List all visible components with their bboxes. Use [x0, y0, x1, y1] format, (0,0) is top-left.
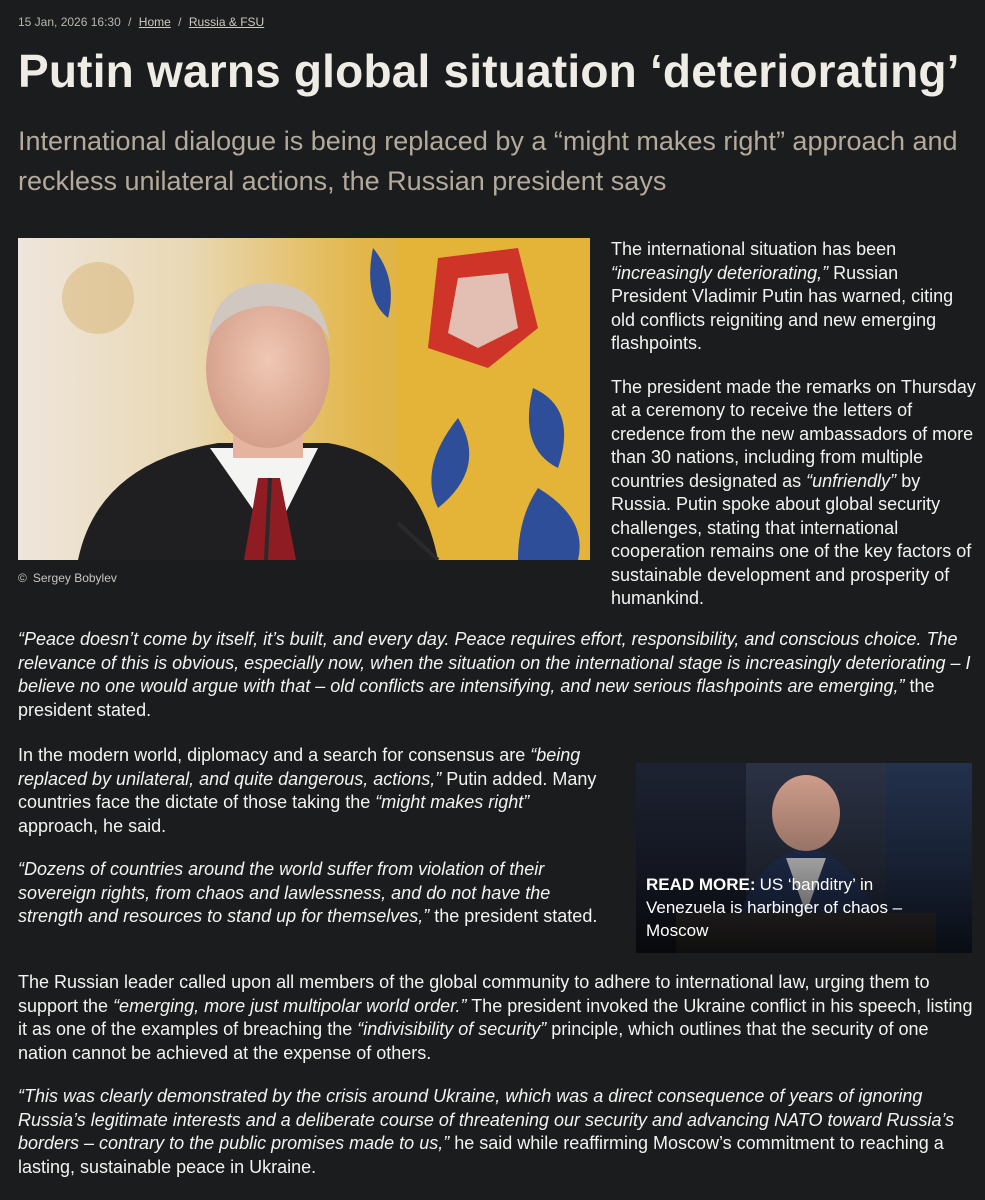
timestamp: 15 Jan, 2026 16:30 [18, 15, 121, 29]
article-quote-block [18, 628, 973, 742]
image-credit-name: Sergey Bobylev [32, 571, 117, 585]
paragraph: The Russian leader called upon all members of the global community to adhere to international law, urging them to support the “emerging, more just multipolar world order.” The president invoked the Ukraine conflict in his speech, listing it as one of the examples of breaching the “indivisibility of security” principle, which outlines that the security of one nation cannot be achieved at the expense of others. [18, 972, 973, 1063]
article-column-left [18, 744, 608, 949]
article-subtitle: International dialogue is being replaced by a “might makes right” approach and reckless unilateral actions, the Russian president says [18, 126, 958, 196]
breadcrumb-section-link[interactable]: Russia & FSU [188, 15, 265, 29]
paragraph: “Dozens of countries around the world suffer from violation of their sovereign rights, from chaos and lawlessness, and do not have the strength and resources to stand up for themselves,” the president stated. [18, 859, 598, 926]
image-credit [18, 571, 117, 585]
read-more-headline[interactable]: US ‘banditry’ in Venezuela is harbinger of chaos – Moscow [646, 875, 903, 940]
paragraph: The president made the remarks on Thursday at a ceremony to receive the letters of credence from the new ambassadors of more than 30 nations, including from multiple countries designated as “unfriendly” by Russia. Putin spoke about global security challenges, stating that international cooperation remains one of the key factors of sustainable development and prosperity of humankind. [611, 376, 976, 608]
article-title: Putin warns global situation ‘deteriorating’ [18, 45, 960, 97]
breadcrumb [18, 15, 264, 29]
breadcrumb-separator: / [128, 15, 132, 29]
paragraph: “This was clearly demonstrated by the crisis around Ukraine, which was a direct consequence of years of ignoring Russia’s legitimate interests and a deliberate course of threatening our security and advancing NATO toward Russia’s borders – contrary to the public promises made to us,” he said while reaffirming Moscow’s commitment to reaching a lasting, sustainable peace in Ukraine. [18, 1086, 955, 1177]
breadcrumb-home-link[interactable]: Home [138, 15, 171, 29]
paragraph: “Peace doesn’t come by itself, it’s built, and every day. Peace requires effort, responsibility, and conscious choice. The relevance of this is obvious, especially now, when the situation on the international stage is increasingly deteriorating – I believe no one would argue with that – old conflicts are intensifying, and new serious flashpoints are emerging,” the president stated. [18, 629, 971, 720]
article-column-bottom [18, 971, 973, 1199]
article-column-right [611, 238, 976, 631]
copyright-icon: © [18, 571, 27, 585]
read-more-label: READ MORE: [646, 875, 756, 894]
paragraph: The international situation has been “increasingly deteriorating,” Russian President Vladimir Putin has warned, citing old conflicts reigniting and new emerging flashpoints. [611, 239, 954, 353]
breadcrumb-separator: / [178, 15, 182, 29]
hero-image [18, 238, 590, 560]
read-more-text[interactable] [646, 873, 946, 942]
paragraph: In the modern world, diplomacy and a search for consensus are “being replaced by unilateral, and quite dangerous, actions,” Putin added. Many countries face the dictate of those taking the “might makes right” approach, he said. [18, 745, 597, 836]
read-more-card[interactable] [636, 763, 972, 953]
